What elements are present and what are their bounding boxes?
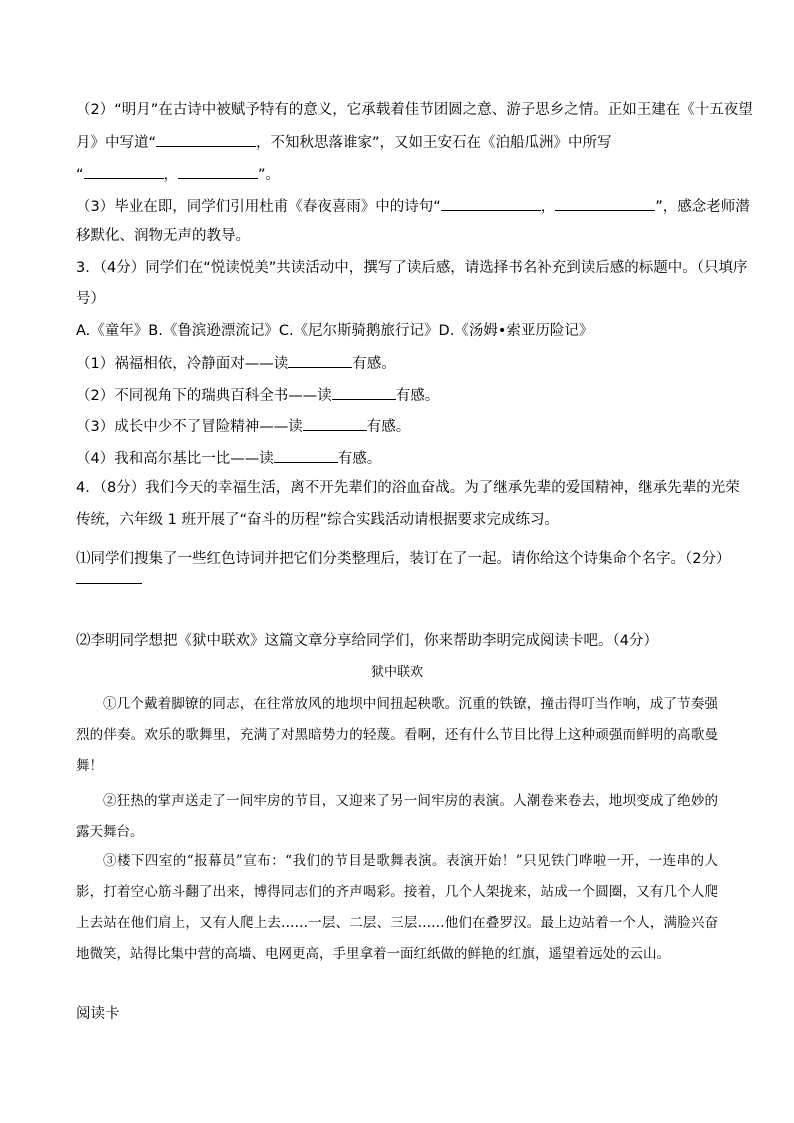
q3-line-2: 移默化、润物无声的教导。 bbox=[76, 228, 250, 244]
item-text: （4）我和高尔基比一比——读 bbox=[76, 451, 274, 467]
item-tail: 有感。 bbox=[352, 356, 396, 372]
item-tail: 有感。 bbox=[395, 388, 440, 404]
section3-options: A.《童年》B.《鲁滨逊漂流记》C.《尼尔斯骑鹅旅行记》D.《汤姆•索亚历险记》 bbox=[76, 323, 594, 339]
comma: ， bbox=[540, 199, 556, 215]
item-text: （2）不同视角下的瑞典百科全书——读 bbox=[76, 388, 332, 404]
quote-open: “ bbox=[76, 167, 84, 183]
section4-q1-answer bbox=[76, 568, 142, 590]
section4-question-1: ⑴同学们搜集了一些红色诗词并把它们分类整理后，装订在了一起。请你给这个诗集命个名字。（2分） bbox=[76, 551, 731, 567]
section4-line-1: 4．（8分）我们今天的幸福生活，离不开先辈们的浴血奋战。为了继承先辈的爱国精神，继承先辈的光荣 bbox=[76, 480, 740, 496]
q2-line-1: （2）“明月”在古诗中被赋予特有的意义，它承载着佳节团圆之意、游子思乡之情。正如王建在《十五夜望 bbox=[76, 102, 753, 118]
answer-blank[interactable] bbox=[332, 384, 396, 400]
article-title: 狱中联欢 bbox=[370, 665, 423, 680]
section3-item-1 bbox=[76, 352, 396, 374]
answer-blank[interactable] bbox=[303, 415, 367, 431]
section3-item-4 bbox=[76, 447, 381, 469]
comma: ， bbox=[163, 167, 179, 183]
article-paragraph-2: ②狂热的掌声送走了一间牢房的节目，又迎来了另一间牢房的表演。人潮卷来卷去，地坝变成了绝妙的露天舞台。 bbox=[76, 793, 718, 840]
answer-blank[interactable] bbox=[441, 195, 541, 211]
q3-line-1 bbox=[76, 195, 750, 217]
answer-blank[interactable] bbox=[76, 568, 142, 584]
reading-card-label: 阅读卡 bbox=[76, 1006, 120, 1022]
q2-text-b: ，不知秋思落谁家”，又如王安石在《泊船瓜洲》中所写 bbox=[256, 135, 612, 151]
answer-blank[interactable] bbox=[288, 352, 352, 368]
q2-text-a: 月》中写道“ bbox=[76, 135, 157, 151]
item-text: （1）祸福相依，冷静面对——读 bbox=[76, 356, 289, 372]
answer-blank[interactable] bbox=[274, 447, 338, 463]
q3-text-c: ”，感念老师潜 bbox=[655, 199, 750, 215]
answer-blank[interactable] bbox=[178, 163, 258, 179]
q3-text-a: （3）毕业在即，同学们引用杜甫《春夜喜雨》中的诗句“ bbox=[76, 199, 441, 215]
article-paragraph-1: ①几个戴着脚镣的同志，在往常放风的地坝中间扭起秧歌。沉重的铁镣，撞击得叮当作响，成了节奏强烈的伴奏。欢乐的歌舞里，充满了对黑暗势力的轻蔑。看啊，还有什么节目比得上这种顽强而鲜明的高歌曼舞！ bbox=[76, 696, 718, 774]
section4-question-2: ⑵李明同学想把《狱中联欢》这篇文章分享给同学们，你来帮助李明完成阅读卡吧。（4分） bbox=[76, 633, 658, 649]
item-tail: 有感。 bbox=[337, 451, 382, 467]
article-paragraph-3: ③楼下四室的“报幕员”宣布：“我们的节目是歌舞表演。表演开始！”只见铁门哗啦一开，一连串的人影，打着空心筋斗翻了出来，博得同志们的齐声喝彩。接着，几个人架拢来，站成一个圆圈，又有几个人爬上去站在他们肩上，又有人爬上去……一层、二层、三层……他们在叠罗汉。最上边站着一个人，满脸兴奋地微笑，站得比集中营的高墙、电网更高，手里拿着一面红纸做的鲜艳的红旗，遥望着远处的云山。 bbox=[76, 853, 718, 962]
quote-close: ”。 bbox=[258, 167, 281, 183]
section3-item-2 bbox=[76, 384, 439, 406]
item-tail: 有感。 bbox=[366, 419, 411, 435]
section3-line-1: 3．（4分）同学们在“悦读悦美”共读活动中，撰写了读后感，请选择书名补充到读后感的标题中。（只填序 bbox=[76, 260, 748, 276]
answer-blank[interactable] bbox=[555, 195, 655, 211]
answer-blank[interactable] bbox=[84, 163, 164, 179]
q2-line-2 bbox=[76, 131, 612, 153]
answer-blank[interactable] bbox=[156, 131, 256, 147]
section3-line-2: 号） bbox=[76, 291, 105, 307]
section3-item-3 bbox=[76, 415, 410, 437]
item-text: （3）成长中少不了冒险精神——读 bbox=[76, 419, 303, 435]
q2-line-3 bbox=[76, 163, 280, 185]
section4-line-2: 传统，六年级 1 班开展了“奋斗的历程”综合实践活动请根据要求完成练习。 bbox=[76, 512, 559, 528]
